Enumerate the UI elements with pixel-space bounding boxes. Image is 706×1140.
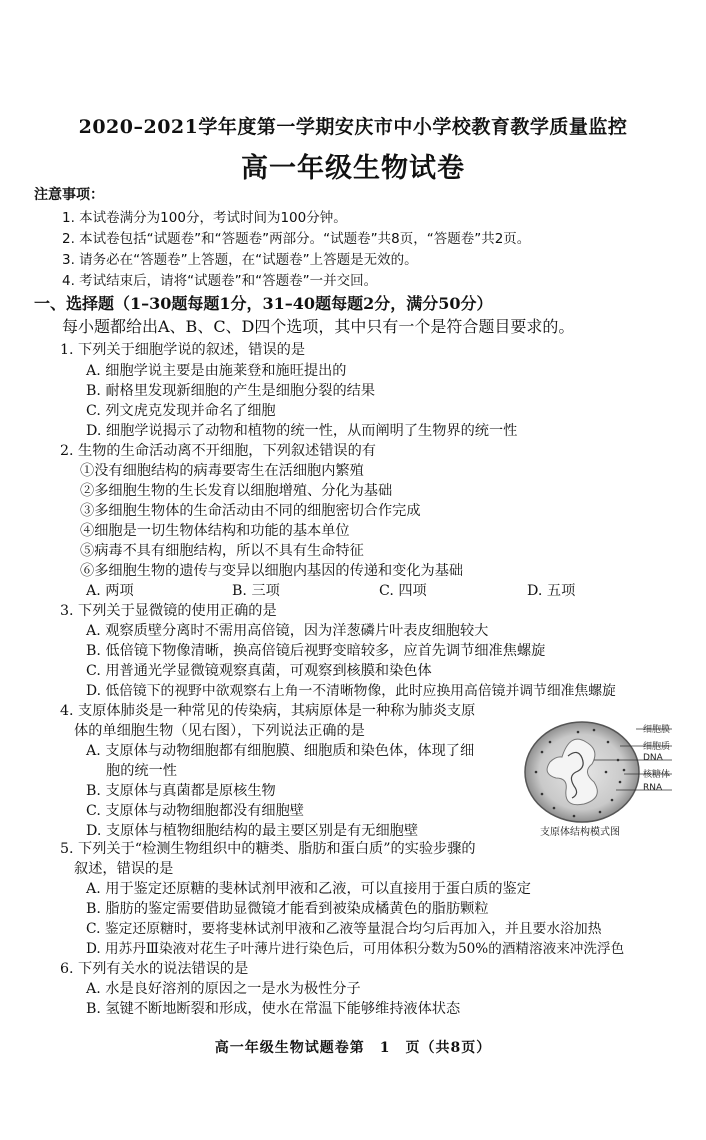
question-2-statement-2: ②多细胞生物的生长发育以细胞增殖、分化为基础 — [80, 483, 393, 499]
figure-label-ribosome: 核糖体 — [643, 770, 671, 780]
question-4-option-c: C. 支原体与动物细胞都没有细胞壁 — [86, 803, 304, 819]
section-instruction: 每小题都给出A、B、C、D四个选项，其中只有一个是符合题目要求的。 — [62, 317, 575, 336]
exam-header-line1: 2020–2021学年度第一学期安庆市中小学校教育教学质量监控 — [78, 116, 628, 138]
question-5-stem-line1: 5. 下列关于“检测生物组织中的糖类、脂肪和蛋白质”的实验步骤的 — [60, 841, 476, 857]
question-6-stem: 6. 下列有关水的说法错误的是 — [60, 961, 249, 977]
page-footer: 高一年级生物试题卷第 1 页（共8页） — [214, 1040, 492, 1056]
question-4-option-a-line1: A. 支原体与动物细胞都有细胞膜、细胞质和染色体，体现了细 — [86, 743, 475, 759]
question-4-option-b: B. 支原体与真菌都是原核生物 — [86, 783, 276, 799]
question-4-stem-line2: 体的单细胞生物（见右图），下列说法正确的是 — [74, 723, 365, 739]
question-3-option-d: D. 低倍镜下的视野中欲观察右上角一不清晰物像，此时应换用高倍镜并调节细准焦螺旋 — [86, 683, 616, 699]
figure-label-cytoplasm: 细胞质 — [643, 742, 671, 752]
section-title: 一、选择题（1–30题每题1分，31–40题每题2分，满分50分） — [34, 294, 493, 313]
exam-title: 高一年级生物试卷 — [241, 153, 465, 184]
note-item: 3. 请务必在“答题卷”上答题，在“试题卷”上答题是无效的。 — [62, 252, 418, 268]
question-3-option-b: B. 低倍镜下物像清晰，换高倍镜后视野变暗较多，应首先调节细准焦螺旋 — [86, 643, 546, 659]
question-2-option-a: A. 两项 — [86, 583, 134, 599]
note-item: 1. 本试卷满分为100分，考试时间为100分钟。 — [62, 210, 347, 226]
notes-title: 注意事项： — [34, 187, 104, 203]
note-item: 2. 本试卷包括“试题卷”和“答题卷”两部分。“试题卷”共8页，“答题卷”共2页。 — [62, 231, 531, 247]
question-6-option-b: B. 氢键不断地断裂和形成，使水在常温下能够维持液体状态 — [86, 1001, 461, 1017]
question-5-option-c: C. 鉴定还原糖时，要将斐林试剂甲液和乙液等量混合均匀后再加入，并且要水浴加热 — [86, 921, 602, 937]
question-1-option-d: D. 细胞学说揭示了动物和植物的统一性，从而阐明了生物界的统一性 — [86, 423, 518, 439]
question-2-option-d: D. 五项 — [527, 583, 576, 599]
question-4-option-d: D. 支原体与植物细胞结构的最主要区别是有无细胞壁 — [86, 823, 419, 839]
question-5-stem-line2: 叙述，错误的是 — [74, 861, 174, 877]
question-2-stem: 2. 生物的生命活动离不开细胞，下列叙述错误的有 — [60, 443, 376, 459]
question-6-option-a: A. 水是良好溶剂的原因之一是水为极性分子 — [86, 981, 361, 997]
question-3-option-c: C. 用普通光学显微镜观察真菌，可观察到核膜和染色体 — [86, 663, 432, 679]
question-2-option-c: C. 四项 — [379, 583, 427, 599]
question-2-statement-5: ⑤病毒不具有细胞结构，所以不具有生命特征 — [80, 543, 364, 559]
question-5-option-d: D. 用苏丹Ⅲ染液对花生子叶薄片进行染色后，可用体积分数为50%的酒精溶液来冲洗浮色 — [86, 941, 625, 957]
question-5-option-b: B. 脂肪的鉴定需要借助显微镜才能看到被染成橘黄色的脂肪颗粒 — [86, 901, 489, 917]
question-3-stem: 3. 下列关于显微镜的使用正确的是 — [60, 603, 277, 619]
figure-label-dna: DNA — [643, 753, 663, 763]
question-3-option-a: A. 观察质壁分离时不需用高倍镜，因为洋葱磷片叶表皮细胞较大 — [86, 623, 489, 639]
question-2-statement-6: ⑥多细胞生物的遗传与变异以细胞内基因的传递和变化为基础 — [80, 563, 464, 579]
question-2-statement-1: ①没有细胞结构的病毒要寄生在活细胞内繁殖 — [80, 463, 364, 479]
question-1-option-a: A. 细胞学说主要是由施莱登和施旺提出的 — [86, 363, 347, 379]
question-1-option-c: C. 列文虎克发现并命名了细胞 — [86, 403, 276, 419]
note-item: 4. 考试结束后，请将“试题卷”和“答题卷”一并交回。 — [62, 273, 378, 289]
figure-label-rna: RNA — [643, 783, 663, 793]
question-2-statement-3: ③多细胞生物体的生命活动由不同的细胞密切合作完成 — [80, 503, 421, 519]
figure-caption: 支原体结构模式图 — [540, 827, 620, 838]
question-4-option-a-line2: 胞的统一性 — [106, 763, 177, 779]
question-2-statement-4: ④细胞是一切生物体结构和功能的基本单位 — [80, 523, 350, 539]
question-1-option-b: B. 耐格里发现新细胞的产生是细胞分裂的结果 — [86, 383, 376, 399]
question-4-stem-line1: 4. 支原体肺炎是一种常见的传染病，其病原体是一种称为肺炎支原 — [60, 703, 476, 719]
question-5-option-a: A. 用于鉴定还原糖的斐林试剂甲液和乙液，可以直接用于蛋白质的鉴定 — [86, 881, 531, 897]
figure-label-membrane: 细胞膜 — [643, 725, 671, 735]
question-2-option-b: B. 三项 — [232, 583, 280, 599]
question-1-stem: 1. 下列关于细胞学说的叙述，错误的是 — [60, 342, 306, 358]
